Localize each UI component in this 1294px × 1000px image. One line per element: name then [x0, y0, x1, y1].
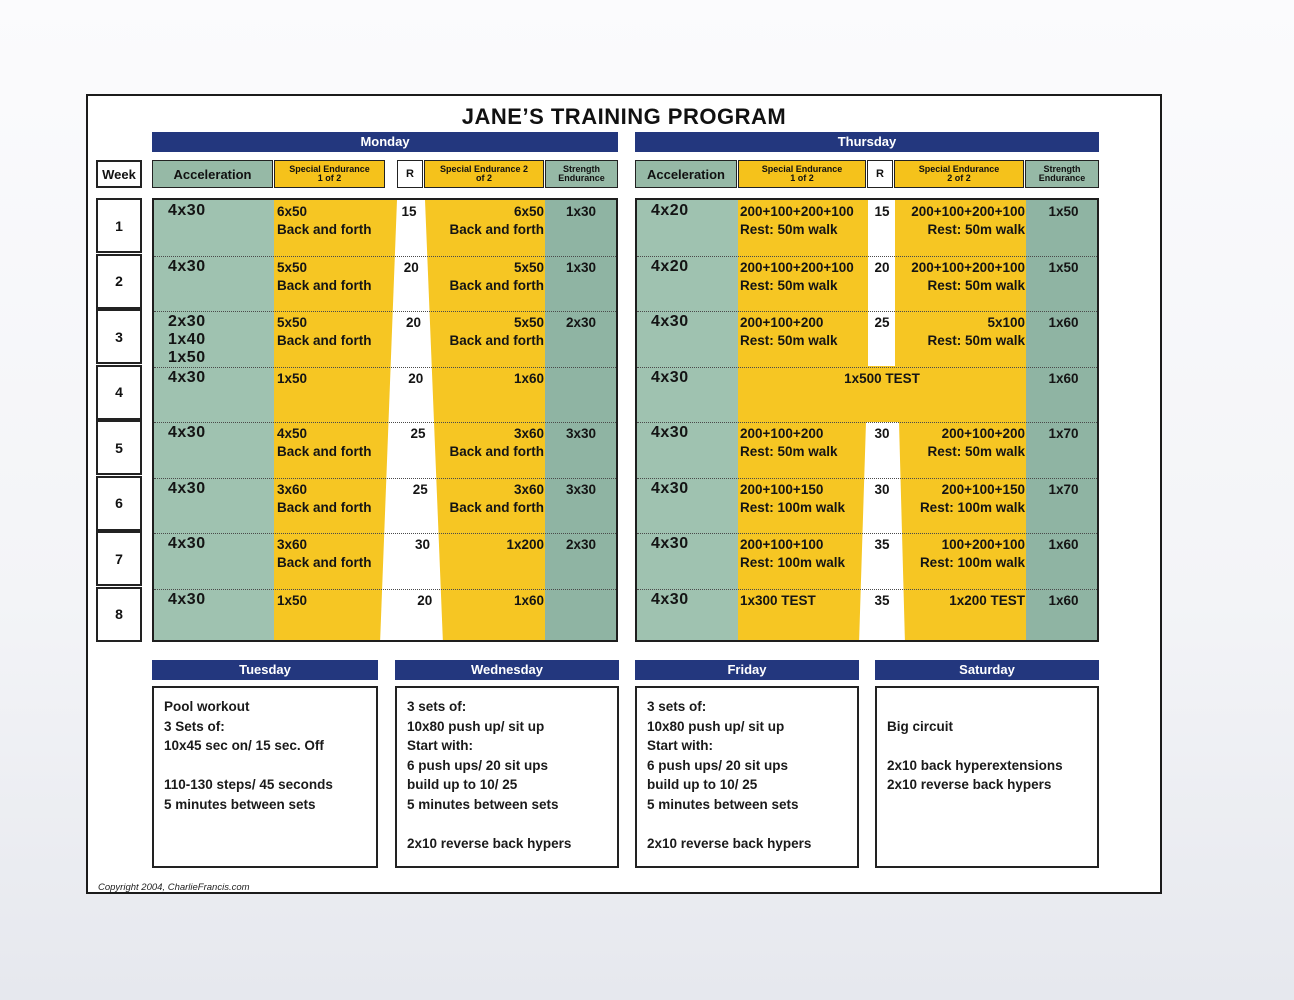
week-number: 5: [96, 420, 142, 475]
friday-band: Friday: [635, 660, 859, 680]
saturday-box: [875, 686, 1099, 868]
monday-acceleration-cell: 4x30: [168, 424, 206, 441]
row-separator: [637, 311, 1097, 312]
box-line: Start with:: [407, 738, 473, 753]
wednesday-box: [395, 686, 619, 868]
week-header: Week: [96, 160, 142, 188]
row-separator: [637, 367, 1097, 368]
box-line: 3 Sets of:: [164, 718, 225, 734]
page-title: JANE’S TRAINING PROGRAM: [461, 104, 787, 129]
thursday-strength-cell: 1x50: [1048, 204, 1079, 219]
thursday-se1-header-label: Special Endurance 1 of 2: [761, 164, 843, 183]
row-separator: [637, 589, 1097, 590]
row-separator: [637, 422, 1097, 423]
box-line: 10x80 push up/ sit up: [407, 718, 545, 734]
row-separator: [637, 256, 1097, 257]
row-separator: [154, 478, 616, 479]
monday-se1-cell: 1x50: [277, 592, 308, 608]
monday-se1-cell: 5x50 Back and forth: [277, 259, 372, 293]
monday-strength-cell: 1x30: [566, 204, 597, 219]
monday-acceleration-cell: 4x30: [168, 202, 206, 219]
thursday-strength-header-label: Strength Endurance: [1038, 164, 1086, 183]
thursday-se1-cell: 200+100+150 Rest: 100m walk: [740, 481, 846, 515]
thursday-se2-cell: 100+200+100 Rest: 100m walk: [919, 537, 1025, 570]
box-line: [407, 814, 607, 834]
training-sheet: [86, 94, 1162, 894]
wednesday-band: Wednesday: [395, 660, 619, 680]
box-line: [647, 814, 847, 834]
thursday-se1-cell: 200+100+200+100 Rest: 50m walk: [740, 204, 854, 237]
box-line: Big circuit: [887, 718, 954, 734]
box-line: 3 sets of:: [647, 699, 707, 714]
monday-grid: [152, 198, 618, 642]
thursday-se2-cell: 1x200 TEST: [949, 592, 1025, 608]
monday-strength-cell: 3x30: [566, 426, 597, 441]
box-line: 10x80 push up/ sit up: [647, 718, 785, 734]
thursday-se1-cell: 200+100+200 Rest: 50m walk: [740, 426, 838, 459]
row-separator: [154, 533, 616, 534]
thursday-strength-cell: 1x60: [1048, 370, 1079, 386]
monday-se1-cell: 3x60 Back and forth: [277, 537, 372, 570]
box-line: 10x45 sec on/ 15 sec. Off: [164, 738, 324, 753]
box-line: [887, 697, 1087, 717]
thursday-grid: [635, 198, 1099, 642]
row-separator: [154, 367, 616, 368]
monday-rest-cell: 20: [403, 259, 419, 275]
thursday-rest-cell: 30: [874, 481, 890, 497]
thursday-acceleration-cell: 4x20: [651, 257, 689, 275]
monday-se2-header: [424, 160, 544, 188]
monday-acceleration-header: Acceleration: [152, 160, 273, 188]
box-line: 2x10 reverse back hypers: [887, 777, 1052, 792]
monday-se1-cell: 3x60 Back and forth: [277, 481, 372, 515]
monday-acceleration-cell: 4x30: [168, 479, 206, 497]
thursday-se1-cell: 200+100+200 Rest: 50m walk: [740, 315, 838, 348]
tuesday-band: Tuesday: [152, 660, 378, 680]
row-separator: [154, 311, 616, 312]
thursday-acceleration-cell: 4x30: [651, 590, 689, 608]
monday-acceleration-cell: 4x30: [168, 535, 206, 552]
box-line: 5 minutes between sets: [407, 796, 559, 812]
monday-acceleration-cell: 4x30: [168, 257, 206, 275]
monday-strength-cell: 2x30: [566, 315, 597, 330]
monday-se1-cell: 6x50 Back and forth: [277, 204, 372, 237]
box-line: 5 minutes between sets: [647, 796, 799, 812]
thursday-rest-cell: 25: [874, 315, 890, 330]
monday-strength-cell: 3x30: [566, 481, 597, 497]
monday-strength-header-label: Strength Endurance: [558, 164, 605, 183]
monday-se2-cell: 3x60 Back and forth: [449, 426, 544, 459]
monday-se1-cell: 4x50 Back and forth: [277, 426, 372, 459]
thursday-rest-cell: 35: [874, 592, 890, 608]
monday-se2-cell: 1x60: [513, 592, 544, 608]
box-line: build up to 10/ 25: [407, 777, 518, 792]
monday-rest-cell: 20: [408, 370, 424, 386]
thursday-acceleration-header: Acceleration: [635, 160, 737, 188]
thursday-rest-cell: 15: [874, 204, 890, 219]
monday-rest-cell: 30: [414, 537, 431, 552]
monday-rest-cell: 20: [405, 315, 422, 330]
thursday-merged-test-cell: 1x500 TEST: [844, 370, 920, 386]
thursday-band: Thursday: [635, 132, 1099, 152]
thursday-strength-cell: 1x70: [1048, 426, 1079, 441]
week-number: 2: [96, 254, 142, 309]
monday-se1-cell: 1x50: [277, 370, 308, 386]
monday-rest-lane: [154, 200, 618, 642]
row-separator: [637, 478, 1097, 479]
monday-acceleration-cell: 2x30 1x40 1x50: [168, 313, 206, 366]
box-line: Pool workout: [164, 699, 250, 714]
thursday-rest-cell: 30: [874, 426, 890, 441]
monday-strength-cell: 2x30: [566, 537, 597, 552]
box-line: build up to 10/ 25: [647, 777, 758, 792]
box-line: 2x10 reverse back hypers: [407, 835, 572, 851]
thursday-acceleration-cell: 4x30: [651, 535, 689, 552]
thursday-se1-header: [738, 160, 866, 188]
thursday-acceleration-cell: 4x30: [651, 368, 689, 386]
monday-se2-cell: 5x50 Back and forth: [449, 315, 544, 348]
monday-se2-cell: 1x60: [513, 370, 544, 386]
row-separator: [154, 256, 616, 257]
monday-acceleration-cell: 4x30: [168, 590, 206, 608]
thursday-strength-header: [1025, 160, 1099, 188]
thursday-se2-cell: 200+100+200 Rest: 50m walk: [927, 426, 1025, 459]
thursday-se1-cell: 200+100+200+100 Rest: 50m walk: [740, 259, 854, 293]
box-line: 2x10 reverse back hypers: [647, 835, 812, 851]
week-number: 4: [96, 365, 142, 420]
monday-se2-cell: 1x200: [506, 537, 544, 552]
thursday-strength-cell: 1x60: [1048, 537, 1079, 552]
thursday-rest-cell: 20: [874, 259, 890, 275]
box-line: 110-130 steps/ 45 seconds: [164, 777, 333, 792]
thursday-rest-lane-upper: [868, 200, 895, 366]
friday-box: [635, 686, 859, 868]
thursday-acceleration-cell: 4x30: [651, 313, 689, 330]
thursday-strength-cell: 1x50: [1048, 259, 1079, 275]
thursday-se2-cell: 200+100+150 Rest: 100m walk: [919, 481, 1025, 515]
row-separator: [154, 589, 616, 590]
monday-band: Monday: [152, 132, 618, 152]
monday-se2-cell: 5x50 Back and forth: [449, 259, 544, 293]
monday-se2-cell: 6x50 Back and forth: [449, 204, 544, 237]
box-line: 2x10 back hyperextensions: [887, 757, 1063, 773]
thursday-se2-header: [894, 160, 1024, 188]
monday-rest-cell: 15: [401, 204, 417, 219]
box-line: [887, 736, 1087, 756]
thursday-se1-cell: 1x300 TEST: [740, 592, 816, 608]
copyright: Copyright 2004, CharlieFrancis.com: [98, 882, 250, 893]
monday-rest-cell: 25: [412, 481, 428, 497]
thursday-acceleration-cell: 4x20: [651, 202, 689, 219]
monday-se2-header-label: Special Endurance 2 of 2: [439, 164, 529, 183]
thursday-r-header: R: [867, 160, 893, 188]
thursday-rest-cell: 35: [874, 537, 890, 552]
row-separator: [637, 533, 1097, 534]
monday-acceleration-cell: 4x30: [168, 368, 206, 386]
monday-se1-cell: 5x50 Back and forth: [277, 315, 372, 348]
week-number: 6: [96, 476, 142, 531]
monday-r-header: R: [397, 160, 423, 188]
box-line: 3 sets of:: [407, 699, 467, 714]
monday-rest-cell: 25: [410, 426, 426, 441]
thursday-se1-cell: 200+100+100 Rest: 100m walk: [740, 537, 846, 570]
thursday-se2-cell: 5x100 Rest: 50m walk: [927, 315, 1025, 348]
box-line: 5 minutes between sets: [164, 796, 316, 812]
box-line: [164, 756, 366, 776]
week-number: 7: [96, 531, 142, 586]
thursday-se2-cell: 200+100+200+100 Rest: 50m walk: [911, 259, 1025, 293]
week-number: 8: [96, 587, 142, 642]
monday-se2-cell: 3x60 Back and forth: [449, 481, 544, 515]
thursday-strength-cell: 1x60: [1048, 315, 1079, 330]
box-line: 6 push ups/ 20 sit ups: [647, 757, 789, 773]
week-number: 3: [96, 309, 142, 364]
monday-se1-header-label: Special Endurance 1 of 2: [289, 164, 370, 183]
monday-strength-header: [545, 160, 618, 188]
tuesday-box: [152, 686, 378, 868]
monday-se1-header: [274, 160, 385, 188]
thursday-strength-cell: 1x60: [1048, 592, 1079, 608]
monday-strength-cell: 1x30: [566, 259, 597, 275]
monday-rest-cell: 20: [417, 592, 433, 608]
row-separator: [154, 422, 616, 423]
thursday-strength-cell: 1x70: [1048, 481, 1079, 497]
saturday-band: Saturday: [875, 660, 1099, 680]
thursday-se2-header-label: Special Endurance 2 of 2: [918, 164, 1000, 183]
box-line: Start with:: [647, 738, 713, 753]
thursday-acceleration-cell: 4x30: [651, 424, 689, 441]
week-number: 1: [96, 198, 142, 253]
thursday-se2-cell: 200+100+200+100 Rest: 50m walk: [911, 204, 1025, 237]
box-line: 6 push ups/ 20 sit ups: [407, 757, 549, 773]
thursday-acceleration-cell: 4x30: [651, 479, 689, 497]
